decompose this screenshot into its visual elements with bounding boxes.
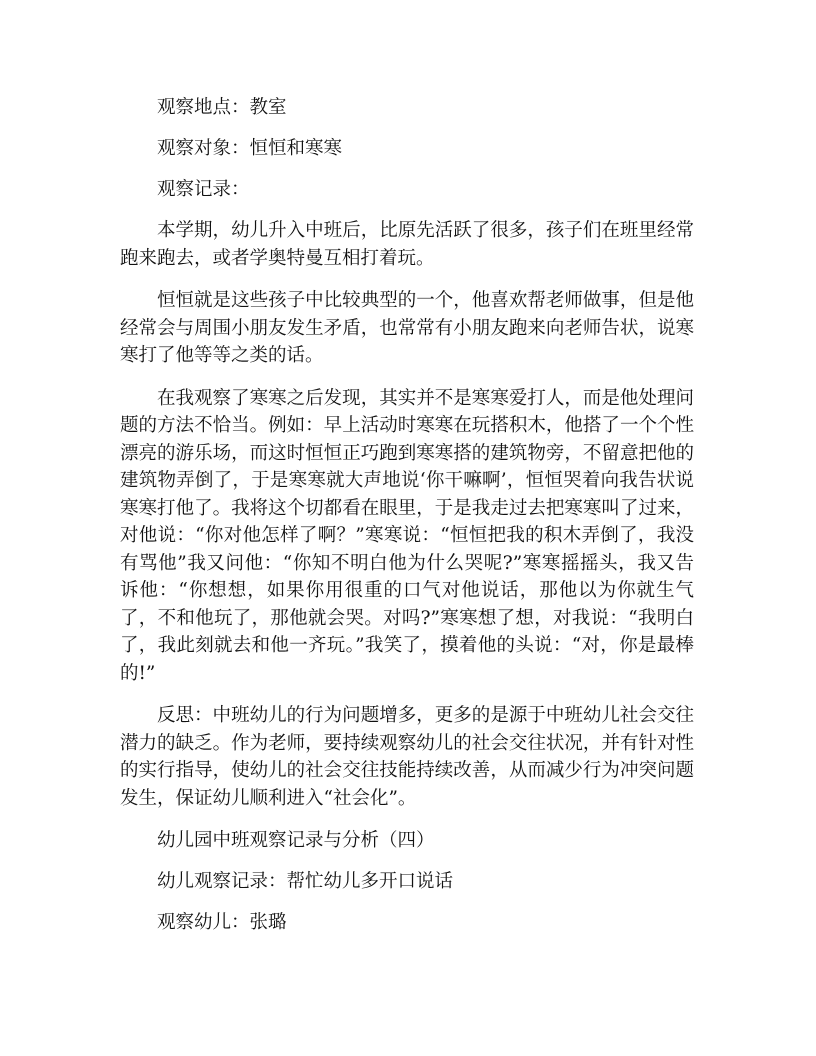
- observation-location: 观察地点：教室: [157, 97, 287, 118]
- paragraph-intro: 本学期，幼儿升入中班后，比原先活跃了很多，孩子们在班里经常跑来跑去，或者学奥特曼互相打着玩。: [120, 220, 694, 269]
- observed-child: 观察幼儿：张璐: [157, 912, 287, 933]
- record-subtitle: 幼儿观察记录：帮忙幼儿多开口说话: [157, 871, 454, 892]
- paragraph-hengheng: 恒恒就是这些孩子中比较典型的一个，他喜欢帮老师做事，但是他经常会与周围小朋友发生矛盾，也常常有小朋友跑来向老师告状，说寒寒打了他等等之类的话。: [120, 290, 694, 366]
- document-page: [120, 94, 694, 950]
- section-title: 幼儿园中班观察记录与分析（四）: [157, 830, 435, 851]
- observation-record-heading: 观察记录：: [157, 179, 250, 200]
- paragraph-reflection: 反思：中班幼儿的行为问题增多，更多的是源于中班幼儿社会交往潜力的缺乏。作为老师，要持续观察幼儿的社会交往状况，并有针对性的实行指导，使幼儿的社会交往技能持续改善，从而减少行为冲突问题发生，保证幼儿顺利进入“社会化”。: [120, 705, 694, 809]
- observation-subjects: 观察对象：恒恒和寒寒: [157, 138, 343, 159]
- paragraph-observation-detail: 在我观察了寒寒之后发现，其实并不是寒寒爱打人，而是他处理问题的方法不恰当。例如：早上活动时寒寒在玩搭积木，他搭了一个个性漂亮的游乐场，而这时恒恒正巧跑到寒寒搭的建筑物旁，不留意把他的建筑物弄倒了，于是寒寒就大声地说‘你干嘛啊’，恒恒哭着向我告状说寒寒打他了。我将这个切都看在眼里，于是我走过去把寒寒叫了过来，对他说：“你对他怎样了啊？”寒寒说：“恒恒把我的积木弄倒了，我没有骂他”我又问他：“你知不明白他为什么哭呢?”寒寒摇摇头，我又告诉他：“你想想，如果你用很重的口气对他说话，那他以为你就生气了，不和他玩了，那他就会哭。对吗?”寒寒想了想，对我说：“我明白了，我此刻就去和他一齐玩。”我笑了，摸着他的头说：“对，你是最棒的!”: [120, 387, 694, 684]
